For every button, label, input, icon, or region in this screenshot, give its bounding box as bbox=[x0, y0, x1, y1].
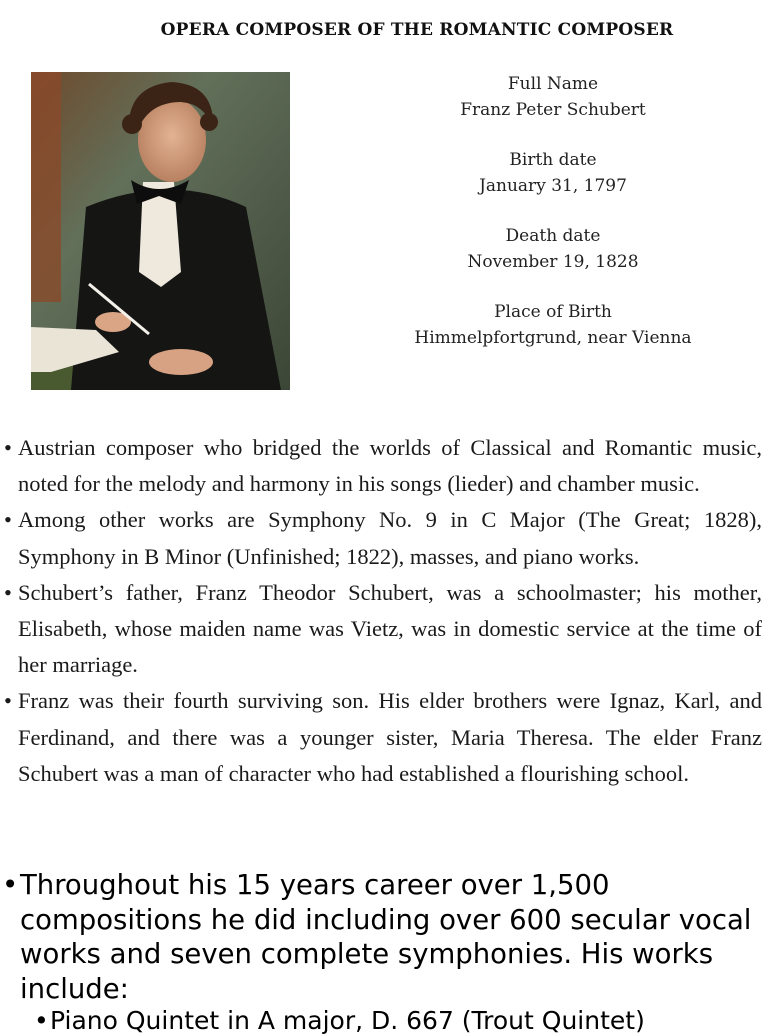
bullet-text: Among other works are Symphony No. 9 in C Major (The Great; 1828), Symphony in B Minor (Unfinished; 1822), masses, and piano works. bbox=[18, 507, 762, 569]
career-section bbox=[0, 868, 768, 1036]
fact-label: Place of Birth bbox=[494, 302, 612, 322]
bullet-list bbox=[4, 430, 762, 792]
bullet-text: Schubert’s father, Franz Theodor Schubert, was a schoolmaster; his mother, Elisabeth, whose maiden name was Vietz, was in domestic service at the time of her marriage. bbox=[18, 579, 762, 678]
fact-label: Death date bbox=[505, 226, 601, 246]
list-item bbox=[4, 430, 762, 502]
works-text: Piano Quintet in A major, D. 667 (Trout Quintet) bbox=[50, 1006, 645, 1035]
composer-portrait bbox=[31, 72, 290, 390]
fact-death-date bbox=[380, 223, 726, 275]
fact-value: November 19, 1828 bbox=[467, 252, 639, 272]
bullet-icon: • bbox=[2, 869, 19, 901]
bullet-icon: • bbox=[4, 688, 12, 714]
fact-label: Full Name bbox=[507, 74, 599, 94]
list-item bbox=[4, 575, 762, 684]
bullet-text: Franz was their fourth surviving son. His elder brothers were Ignaz, Karl, and Ferdinand, and there was a younger sister, Maria Theresa. The elder Franz Schubert was a man of character who had established a flourishing school. bbox=[18, 688, 762, 786]
page-title: OPERA COMPOSER OF THE ROMANTIC COMPOSER bbox=[160, 20, 674, 40]
bullet-icon: • bbox=[4, 435, 12, 460]
fact-value: Himmelpfortgrund, near Vienna bbox=[414, 328, 692, 348]
fact-label: Birth date bbox=[509, 150, 597, 170]
facts-panel bbox=[380, 71, 726, 375]
bullet-icon: • bbox=[34, 1006, 49, 1035]
list-item bbox=[4, 502, 762, 574]
bullet-icon: • bbox=[4, 579, 12, 605]
bullet-text: Austrian composer who bridged the worlds of Classical and Romantic music, noted for the melody and harmony in his songs (lieder) and chamber music. bbox=[18, 435, 762, 497]
career-text: Throughout his 15 years career over 1,500 compositions he did including over 600 secular vocal works and seven complete symphonies. His works include: bbox=[20, 869, 752, 1005]
fact-value: Franz Peter Schubert bbox=[460, 100, 646, 120]
portrait-image bbox=[31, 72, 290, 390]
career-item bbox=[0, 868, 768, 1006]
fact-place-of-birth bbox=[380, 299, 726, 351]
list-item bbox=[4, 683, 762, 792]
fact-value: January 31, 1797 bbox=[479, 176, 627, 196]
fact-birth-date bbox=[380, 147, 726, 199]
works-item bbox=[0, 1006, 768, 1036]
fact-full-name bbox=[380, 71, 726, 123]
bullet-icon: • bbox=[4, 507, 12, 533]
